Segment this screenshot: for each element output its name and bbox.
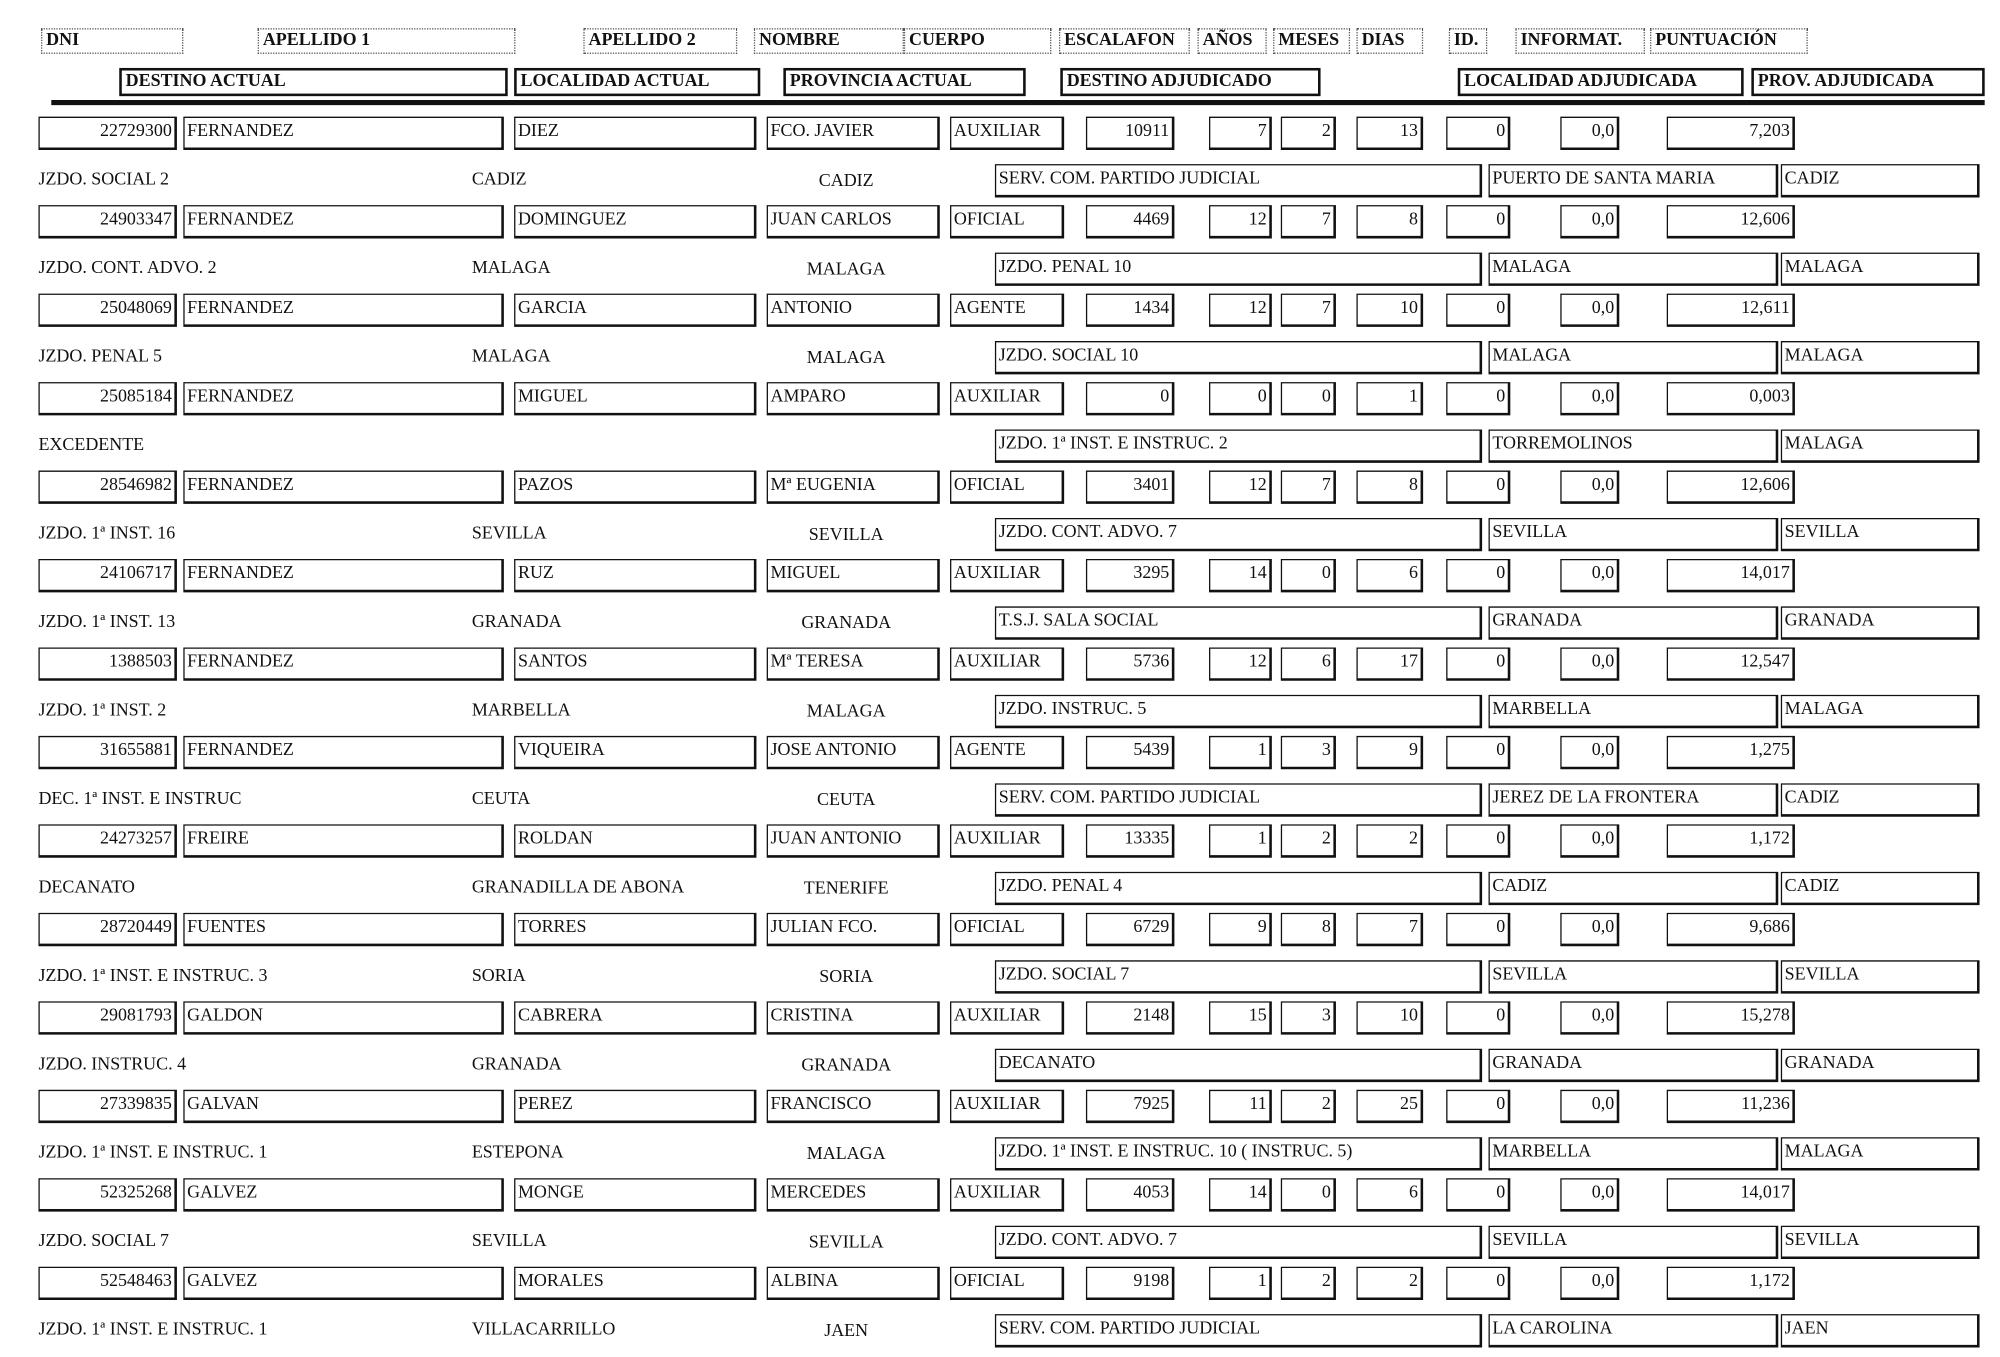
field-escalafon: 13335: [1086, 824, 1174, 857]
field-apellido1: FERNANDEZ: [183, 205, 504, 238]
field-meses: 2: [1281, 1267, 1336, 1300]
field-prov-adjudicada: MALAGA: [1781, 1137, 1980, 1170]
field-puntuacion: 11,236: [1667, 1090, 1795, 1123]
field-provincia-actual: TENERIFE: [803, 879, 889, 899]
field-cuerpo: AUXILIAR: [950, 1178, 1064, 1211]
field-escalafon: 6729: [1086, 913, 1174, 946]
field-puntuacion: 0,003: [1667, 382, 1795, 415]
field-dni: 52548463: [38, 1267, 176, 1300]
field-destino-actual: JZDO. 1ª INST. E INSTRUC. 3: [38, 966, 268, 986]
field-informat: 0,0: [1560, 1267, 1619, 1300]
field-id: 0: [1446, 559, 1510, 592]
field-localidad-adjudicada: MALAGA: [1489, 341, 1779, 374]
field-prov-adjudicada: CADIZ: [1781, 872, 1980, 905]
field-nombre: JULIAN FCO.: [767, 913, 940, 946]
field-provincia-actual: GRANADA: [801, 614, 892, 634]
field-prov-adjudicada: SEVILLA: [1781, 1226, 1980, 1259]
field-apellido1: FERNANDEZ: [183, 382, 504, 415]
field-localidad-adjudicada: GRANADA: [1489, 606, 1779, 639]
field-prov-adjudicada: MALAGA: [1781, 253, 1980, 286]
field-puntuacion: 14,017: [1667, 1178, 1795, 1211]
field-cuerpo: OFICIAL: [950, 205, 1064, 238]
field-id: 0: [1446, 117, 1510, 150]
field-puntuacion: 9,686: [1667, 913, 1795, 946]
field-informat: 0,0: [1560, 824, 1619, 857]
field-dias: 9: [1356, 736, 1423, 769]
field-dias: 1: [1356, 382, 1423, 415]
field-informat: 0,0: [1560, 117, 1619, 150]
field-provincia-actual: SORIA: [819, 967, 874, 988]
field-puntuacion: 1,172: [1667, 824, 1795, 857]
column-header: ESCALAFON: [1059, 28, 1190, 54]
field-apellido2: DIEZ: [514, 117, 756, 150]
field-destino-adjudicado: JZDO. PENAL 10: [995, 253, 1482, 286]
field-escalafon: 5736: [1086, 647, 1174, 680]
field-provincia-actual: MALAGA: [806, 1144, 886, 1165]
field-dias: 10: [1356, 1001, 1423, 1034]
field-informat: 0,0: [1560, 1178, 1619, 1211]
field-destino-adjudicado: JZDO. 1ª INST. E INSTRUC. 2: [995, 430, 1482, 463]
field-meses: 2: [1281, 117, 1336, 150]
field-cuerpo: OFICIAL: [950, 913, 1064, 946]
field-anos: 12: [1209, 647, 1272, 680]
field-localidad-adjudicada: MALAGA: [1489, 253, 1779, 286]
field-localidad-actual: MARBELLA: [471, 701, 571, 721]
field-localidad-actual: CEUTA: [471, 789, 531, 810]
field-destino-actual: JZDO. SOCIAL 7: [38, 1232, 169, 1252]
field-cuerpo: OFICIAL: [950, 1267, 1064, 1300]
field-localidad-actual: MALAGA: [471, 347, 551, 367]
field-destino-actual: DECANATO: [38, 878, 135, 898]
field-puntuacion: 1,275: [1667, 736, 1795, 769]
field-provincia-actual: CEUTA: [816, 791, 876, 811]
field-cuerpo: AUXILIAR: [950, 117, 1064, 150]
field-destino-adjudicado: JZDO. SOCIAL 7: [995, 960, 1482, 993]
field-destino-actual: JZDO. 1ª INST. E INSTRUC. 1: [38, 1320, 268, 1340]
field-meses: 2: [1281, 824, 1336, 857]
field-id: 0: [1446, 1090, 1510, 1123]
column-header: DIAS: [1356, 28, 1423, 54]
field-cuerpo: AUXILIAR: [950, 647, 1064, 680]
field-localidad-adjudicada: SEVILLA: [1489, 518, 1779, 551]
field-destino-actual: JZDO. PENAL 5: [38, 347, 162, 367]
field-provincia-actual: JAEN: [824, 1321, 869, 1342]
field-puntuacion: 15,278: [1667, 1001, 1795, 1034]
field-cuerpo: AUXILIAR: [950, 382, 1064, 415]
field-meses: 8: [1281, 913, 1336, 946]
field-id: 0: [1446, 647, 1510, 680]
field-id: 0: [1446, 1178, 1510, 1211]
field-meses: 7: [1281, 294, 1336, 327]
field-provincia-actual: GRANADA: [801, 1056, 892, 1076]
field-id: 0: [1446, 1267, 1510, 1300]
field-localidad-adjudicada: JEREZ DE LA FRONTERA: [1489, 783, 1779, 816]
field-apellido2: CABRERA: [514, 1001, 756, 1034]
field-apellido1: FERNANDEZ: [183, 471, 504, 504]
field-localidad-adjudicada: SEVILLA: [1489, 1226, 1779, 1259]
field-puntuacion: 7,203: [1667, 117, 1795, 150]
column-header: CUERPO: [904, 28, 1051, 54]
field-apellido2: PEREZ: [514, 1090, 756, 1123]
column-header: INFORMAT.: [1515, 28, 1644, 54]
field-prov-adjudicada: MALAGA: [1781, 695, 1980, 728]
field-meses: 0: [1281, 559, 1336, 592]
field-apellido2: RUZ: [514, 559, 756, 592]
field-destino-adjudicado: JZDO. INSTRUC. 5: [995, 695, 1482, 728]
field-apellido2: SANTOS: [514, 647, 756, 680]
field-escalafon: 9198: [1086, 1267, 1174, 1300]
field-provincia-actual: SEVILLA: [808, 1233, 884, 1253]
field-cuerpo: AGENTE: [950, 736, 1064, 769]
field-apellido2: TORRES: [514, 913, 756, 946]
field-anos: 1: [1209, 736, 1272, 769]
field-apellido1: GALVAN: [183, 1090, 504, 1123]
field-escalafon: 4053: [1086, 1178, 1174, 1211]
field-nombre: ALBINA: [767, 1267, 940, 1300]
field-apellido1: FERNANDEZ: [183, 117, 504, 150]
column-header: DNI: [41, 28, 183, 54]
field-dias: 6: [1356, 559, 1423, 592]
field-destino-actual: JZDO. 1ª INST. E INSTRUC. 1: [38, 1143, 268, 1163]
field-localidad-adjudicada: LA CAROLINA: [1489, 1314, 1779, 1347]
field-dni: 25048069: [38, 294, 176, 327]
field-meses: 7: [1281, 471, 1336, 504]
column-header: DESTINO ADJUDICADO: [1060, 68, 1320, 96]
field-apellido1: GALVEZ: [183, 1178, 504, 1211]
column-header: DESTINO ACTUAL: [119, 68, 507, 96]
field-dias: 7: [1356, 913, 1423, 946]
column-header: ID.: [1449, 28, 1487, 54]
field-meses: 2: [1281, 1090, 1336, 1123]
field-nombre: FCO. JAVIER: [767, 117, 940, 150]
column-header: LOCALIDAD ADJUDICADA: [1458, 68, 1744, 96]
field-prov-adjudicada: SEVILLA: [1781, 518, 1980, 551]
field-destino-actual: JZDO. CONT. ADVO. 2: [38, 258, 217, 279]
field-nombre: Mª EUGENIA: [767, 471, 940, 504]
field-destino-adjudicado: T.S.J. SALA SOCIAL: [995, 606, 1482, 639]
field-informat: 0,0: [1560, 736, 1619, 769]
field-anos: 1: [1209, 824, 1272, 857]
field-anos: 0: [1209, 382, 1272, 415]
field-informat: 0,0: [1560, 647, 1619, 680]
field-localidad-actual: GRANADA: [471, 1055, 562, 1075]
field-cuerpo: AUXILIAR: [950, 559, 1064, 592]
field-nombre: JOSE ANTONIO: [767, 736, 940, 769]
field-informat: 0,0: [1560, 382, 1619, 415]
field-localidad-actual: [472, 433, 754, 459]
field-dni: 31655881: [38, 736, 176, 769]
field-destino-adjudicado: JZDO. 1ª INST. E INSTRUC. 10 ( INSTRUC. 5): [995, 1137, 1482, 1170]
field-id: 0: [1446, 913, 1510, 946]
field-localidad-adjudicada: GRANADA: [1489, 1049, 1779, 1082]
field-escalafon: 1434: [1086, 294, 1174, 327]
field-apellido2: ROLDAN: [514, 824, 756, 857]
field-cuerpo: AUXILIAR: [950, 1001, 1064, 1034]
field-prov-adjudicada: GRANADA: [1781, 1049, 1980, 1082]
field-apellido1: GALVEZ: [183, 1267, 504, 1300]
field-prov-adjudicada: CADIZ: [1781, 164, 1980, 197]
field-apellido2: PAZOS: [514, 471, 756, 504]
field-apellido1: FREIRE: [183, 824, 504, 857]
field-destino-adjudicado: DECANATO: [995, 1049, 1482, 1082]
field-puntuacion: 12,547: [1667, 647, 1795, 680]
field-apellido1: FERNANDEZ: [183, 559, 504, 592]
field-destino-adjudicado: JZDO. PENAL 4: [995, 872, 1482, 905]
field-escalafon: 3295: [1086, 559, 1174, 592]
field-provincia-actual: CADIZ: [818, 171, 874, 192]
field-destino-adjudicado: SERV. COM. PARTIDO JUDICIAL: [995, 1314, 1482, 1347]
field-informat: 0,0: [1560, 205, 1619, 238]
field-localidad-actual: SEVILLA: [471, 524, 547, 544]
field-id: 0: [1446, 471, 1510, 504]
field-localidad-actual: CADIZ: [471, 170, 527, 190]
field-destino-actual: JZDO. 1ª INST. 13: [38, 612, 176, 633]
field-nombre: CRISTINA: [767, 1001, 940, 1034]
field-dni: 1388503: [38, 647, 176, 680]
field-dni: 25085184: [38, 382, 176, 415]
field-dias: 8: [1356, 471, 1423, 504]
field-dni: 29081793: [38, 1001, 176, 1034]
field-apellido2: GARCIA: [514, 294, 756, 327]
field-informat: 0,0: [1560, 1090, 1619, 1123]
field-prov-adjudicada: SEVILLA: [1781, 960, 1980, 993]
field-localidad-actual: ESTEPONA: [471, 1143, 564, 1163]
column-header: LOCALIDAD ACTUAL: [514, 68, 760, 96]
field-destino-actual: JZDO. 1ª INST. 16: [38, 524, 176, 544]
column-header: APELLIDO 2: [583, 28, 737, 54]
field-destino-adjudicado: JZDO. SOCIAL 10: [995, 341, 1482, 374]
field-meses: 0: [1281, 1178, 1336, 1211]
field-cuerpo: OFICIAL: [950, 471, 1064, 504]
field-escalafon: 7925: [1086, 1090, 1174, 1123]
field-localidad-adjudicada: TORREMOLINOS: [1489, 430, 1779, 463]
field-dni: 24273257: [38, 824, 176, 857]
field-escalafon: 5439: [1086, 736, 1174, 769]
field-anos: 15: [1209, 1001, 1272, 1034]
field-anos: 12: [1209, 205, 1272, 238]
field-anos: 14: [1209, 559, 1272, 592]
field-meses: 3: [1281, 1001, 1336, 1034]
field-puntuacion: 12,606: [1667, 471, 1795, 504]
field-id: 0: [1446, 824, 1510, 857]
field-apellido1: FUENTES: [183, 913, 504, 946]
field-prov-adjudicada: CADIZ: [1781, 783, 1980, 816]
column-header: APELLIDO 1: [258, 28, 516, 54]
field-dni: 52325268: [38, 1178, 176, 1211]
field-localidad-actual: SORIA: [471, 966, 526, 986]
field-dias: 2: [1356, 1267, 1423, 1300]
field-anos: 1: [1209, 1267, 1272, 1300]
field-localidad-adjudicada: CADIZ: [1489, 872, 1779, 905]
field-apellido2: MONGE: [514, 1178, 756, 1211]
field-informat: 0,0: [1560, 294, 1619, 327]
field-localidad-actual: GRANADA: [471, 612, 562, 633]
field-provincia-actual: MALAGA: [806, 702, 886, 722]
field-cuerpo: AUXILIAR: [950, 1090, 1064, 1123]
field-localidad-actual: SEVILLA: [471, 1232, 547, 1252]
field-escalafon: 2148: [1086, 1001, 1174, 1034]
field-destino-adjudicado: JZDO. CONT. ADVO. 7: [995, 1226, 1482, 1259]
field-informat: 0,0: [1560, 471, 1619, 504]
field-provincia-actual: MALAGA: [806, 260, 886, 280]
column-header: NOMBRE: [754, 28, 904, 54]
field-id: 0: [1446, 205, 1510, 238]
field-puntuacion: 1,172: [1667, 1267, 1795, 1300]
field-apellido1: FERNANDEZ: [183, 294, 504, 327]
field-dias: 25: [1356, 1090, 1423, 1123]
field-meses: 3: [1281, 736, 1336, 769]
field-nombre: FRANCISCO: [767, 1090, 940, 1123]
field-destino-adjudicado: SERV. COM. PARTIDO JUDICIAL: [995, 783, 1482, 816]
field-apellido1: GALDON: [183, 1001, 504, 1034]
field-destino-actual: EXCEDENTE: [38, 435, 145, 456]
field-destino-actual: JZDO. SOCIAL 2: [38, 170, 169, 190]
field-puntuacion: 14,017: [1667, 559, 1795, 592]
field-localidad-actual: VILLACARRILLO: [471, 1320, 616, 1340]
field-anos: 14: [1209, 1178, 1272, 1211]
field-meses: 7: [1281, 205, 1336, 238]
field-puntuacion: 12,606: [1667, 205, 1795, 238]
field-anos: 11: [1209, 1090, 1272, 1123]
field-localidad-adjudicada: PUERTO DE SANTA MARIA: [1489, 164, 1779, 197]
field-destino-actual: JZDO. INSTRUC. 4: [38, 1055, 187, 1075]
field-provincia-actual: SEVILLA: [808, 525, 884, 545]
field-apellido2: DOMINGUEZ: [514, 205, 756, 238]
field-prov-adjudicada: MALAGA: [1781, 430, 1980, 463]
field-id: 0: [1446, 1001, 1510, 1034]
field-nombre: AMPARO: [767, 382, 940, 415]
field-prov-adjudicada: GRANADA: [1781, 606, 1980, 639]
field-dni: 28720449: [38, 913, 176, 946]
field-localidad-adjudicada: MARBELLA: [1489, 1137, 1779, 1170]
field-dni: 22729300: [38, 117, 176, 150]
field-escalafon: 10911: [1086, 117, 1174, 150]
field-apellido2: VIQUEIRA: [514, 736, 756, 769]
field-escalafon: 3401: [1086, 471, 1174, 504]
header-divider: [51, 100, 1984, 105]
column-header: PROV. ADJUDICADA: [1751, 68, 1984, 96]
field-dias: 17: [1356, 647, 1423, 680]
field-provincia-actual: MALAGA: [806, 348, 886, 368]
column-header: AÑOS: [1197, 28, 1266, 54]
field-nombre: JUAN CARLOS: [767, 205, 940, 238]
field-apellido2: MIGUEL: [514, 382, 756, 415]
field-apellido1: FERNANDEZ: [183, 736, 504, 769]
field-localidad-actual: MALAGA: [471, 258, 551, 279]
field-puntuacion: 12,611: [1667, 294, 1795, 327]
field-cuerpo: AUXILIAR: [950, 824, 1064, 857]
field-meses: 6: [1281, 647, 1336, 680]
field-dias: 8: [1356, 205, 1423, 238]
field-destino-actual: DEC. 1ª INST. E INSTRUC: [38, 789, 242, 810]
field-anos: 9: [1209, 913, 1272, 946]
field-prov-adjudicada: JAEN: [1781, 1314, 1980, 1347]
field-localidad-adjudicada: MARBELLA: [1489, 695, 1779, 728]
field-destino-adjudicado: SERV. COM. PARTIDO JUDICIAL: [995, 164, 1482, 197]
field-anos: 7: [1209, 117, 1272, 150]
field-cuerpo: AGENTE: [950, 294, 1064, 327]
field-destino-adjudicado: JZDO. CONT. ADVO. 7: [995, 518, 1482, 551]
column-header: PUNTUACIÓN: [1650, 28, 1808, 54]
field-prov-adjudicada: MALAGA: [1781, 341, 1980, 374]
column-header: PROVINCIA ACTUAL: [783, 68, 1025, 96]
field-dni: 27339835: [38, 1090, 176, 1123]
field-id: 0: [1446, 382, 1510, 415]
field-informat: 0,0: [1560, 913, 1619, 946]
field-dias: 2: [1356, 824, 1423, 857]
field-dias: 10: [1356, 294, 1423, 327]
field-anos: 12: [1209, 471, 1272, 504]
field-anos: 12: [1209, 294, 1272, 327]
field-dias: 6: [1356, 1178, 1423, 1211]
field-informat: 0,0: [1560, 1001, 1619, 1034]
field-provincia-actual: [744, 435, 949, 461]
field-nombre: ANTONIO: [767, 294, 940, 327]
field-apellido2: MORALES: [514, 1267, 756, 1300]
field-meses: 0: [1281, 382, 1336, 415]
field-id: 0: [1446, 294, 1510, 327]
field-informat: 0,0: [1560, 559, 1619, 592]
field-nombre: Mª TERESA: [767, 647, 940, 680]
field-localidad-adjudicada: SEVILLA: [1489, 960, 1779, 993]
field-dni: 28546982: [38, 471, 176, 504]
field-escalafon: 0: [1086, 382, 1174, 415]
field-destino-actual: JZDO. 1ª INST. 2: [38, 701, 167, 721]
field-apellido1: FERNANDEZ: [183, 647, 504, 680]
field-dias: 13: [1356, 117, 1423, 150]
field-dni: 24903347: [38, 205, 176, 238]
field-escalafon: 4469: [1086, 205, 1174, 238]
field-nombre: MIGUEL: [767, 559, 940, 592]
field-dni: 24106717: [38, 559, 176, 592]
column-header: MESES: [1273, 28, 1350, 54]
field-nombre: JUAN ANTONIO: [767, 824, 940, 857]
field-localidad-actual: GRANADILLA DE ABONA: [471, 878, 685, 898]
field-nombre: MERCEDES: [767, 1178, 940, 1211]
field-id: 0: [1446, 736, 1510, 769]
